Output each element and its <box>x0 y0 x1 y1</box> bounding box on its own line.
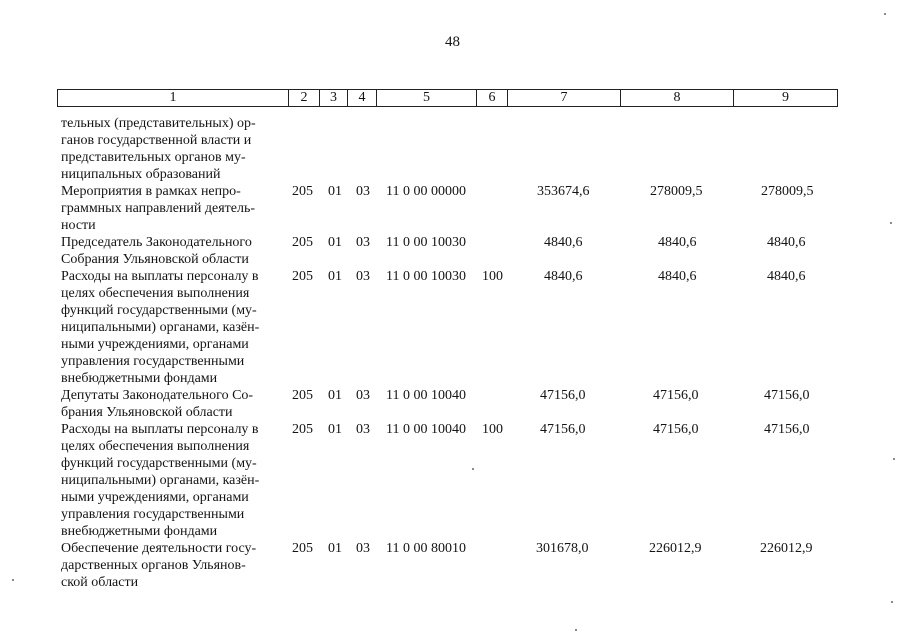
cell-c2: 205 <box>292 541 313 556</box>
cell-c4: 03 <box>356 388 370 403</box>
scan-speck <box>890 222 892 224</box>
table-row <box>0 234 905 268</box>
cell-c8: 226012,9 <box>649 541 702 556</box>
table-row <box>0 540 905 591</box>
cell-c7: 47156,0 <box>540 422 586 437</box>
cell-c7: 47156,0 <box>540 388 586 403</box>
cell-c7: 353674,6 <box>537 184 590 199</box>
column-header-6: 6 <box>477 89 508 107</box>
column-header-5: 5 <box>377 89 477 107</box>
cell-c5: 11 0 00 10030 <box>386 235 466 250</box>
scan-speck <box>575 629 577 631</box>
cell-c8: 47156,0 <box>653 422 699 437</box>
cell-c9: 278009,5 <box>761 184 814 199</box>
row-description: тельных (представительных) ор- ганов государственной власти и представительных органов му- ниципальных образований <box>61 116 256 182</box>
scan-speck <box>12 579 14 581</box>
table-row <box>0 421 905 540</box>
column-header-1: 1 <box>58 89 289 107</box>
cell-c2: 205 <box>292 184 313 199</box>
cell-c8: 47156,0 <box>653 388 699 403</box>
cell-c3: 01 <box>328 235 342 250</box>
cell-c2: 205 <box>292 422 313 437</box>
table-header <box>57 89 838 107</box>
cell-c5: 11 0 00 10040 <box>386 388 466 403</box>
cell-c7: 4840,6 <box>544 269 583 284</box>
cell-c7: 4840,6 <box>544 235 583 250</box>
row-description: Расходы на выплаты персоналу в целях обеспечения выполнения функций государственными (му- ниципальными) органами, казён- ными учреждениями, органами управления государственными внебюджетными фондами <box>61 422 260 539</box>
cell-c4: 03 <box>356 422 370 437</box>
row-description: Мероприятия в рамках непро- граммных направлений деятель- ности <box>61 184 256 233</box>
cell-c5: 11 0 00 10030 <box>386 269 466 284</box>
table-row <box>0 115 905 183</box>
column-header-3: 3 <box>320 89 348 107</box>
cell-c4: 03 <box>356 184 370 199</box>
cell-c9: 4840,6 <box>767 235 806 250</box>
scan-speck <box>891 601 893 603</box>
row-description: Депутаты Законодательного Со- брания Ульяновской области <box>61 388 254 420</box>
table-body <box>0 115 905 591</box>
table-row <box>0 183 905 234</box>
table-row <box>0 268 905 387</box>
page-number: 48 <box>445 34 460 50</box>
scan-speck <box>472 468 474 470</box>
scan-speck <box>884 13 886 15</box>
row-description: Председатель Законодательного Собрания Ульяновской области <box>61 235 252 267</box>
cell-c5: 11 0 00 00000 <box>386 184 466 199</box>
cell-c3: 01 <box>328 422 342 437</box>
column-header-7: 7 <box>508 89 621 107</box>
cell-c2: 205 <box>292 388 313 403</box>
cell-c9: 4840,6 <box>767 269 806 284</box>
cell-c8: 4840,6 <box>658 235 697 250</box>
cell-c7: 301678,0 <box>536 541 589 556</box>
cell-c8: 4840,6 <box>658 269 697 284</box>
cell-c4: 03 <box>356 269 370 284</box>
cell-c5: 11 0 00 10040 <box>386 422 466 437</box>
scan-speck <box>893 458 895 460</box>
cell-c9: 47156,0 <box>764 388 810 403</box>
cell-c3: 01 <box>328 269 342 284</box>
row-description: Расходы на выплаты персоналу в целях обеспечения выполнения функций государственными (му- ниципальными) органами, казён- ными учреждениями, органами управления государственными внебюджетными фондами <box>61 269 260 386</box>
cell-c2: 205 <box>292 269 313 284</box>
cell-c3: 01 <box>328 388 342 403</box>
cell-c3: 01 <box>328 184 342 199</box>
cell-c8: 278009,5 <box>650 184 703 199</box>
cell-c4: 03 <box>356 235 370 250</box>
cell-c6: 100 <box>482 269 503 284</box>
table-row <box>0 387 905 421</box>
cell-c5: 11 0 00 80010 <box>386 541 466 556</box>
column-header-2: 2 <box>289 89 320 107</box>
column-header-4: 4 <box>348 89 377 107</box>
cell-c3: 01 <box>328 541 342 556</box>
cell-c2: 205 <box>292 235 313 250</box>
cell-c6: 100 <box>482 422 503 437</box>
column-header-8: 8 <box>621 89 734 107</box>
cell-c4: 03 <box>356 541 370 556</box>
column-header-9: 9 <box>782 90 789 105</box>
row-description: Обеспечение деятельности госу- дарственных органов Ульянов- ской области <box>61 541 257 590</box>
cell-c9: 226012,9 <box>760 541 813 556</box>
cell-c9: 47156,0 <box>764 422 810 437</box>
